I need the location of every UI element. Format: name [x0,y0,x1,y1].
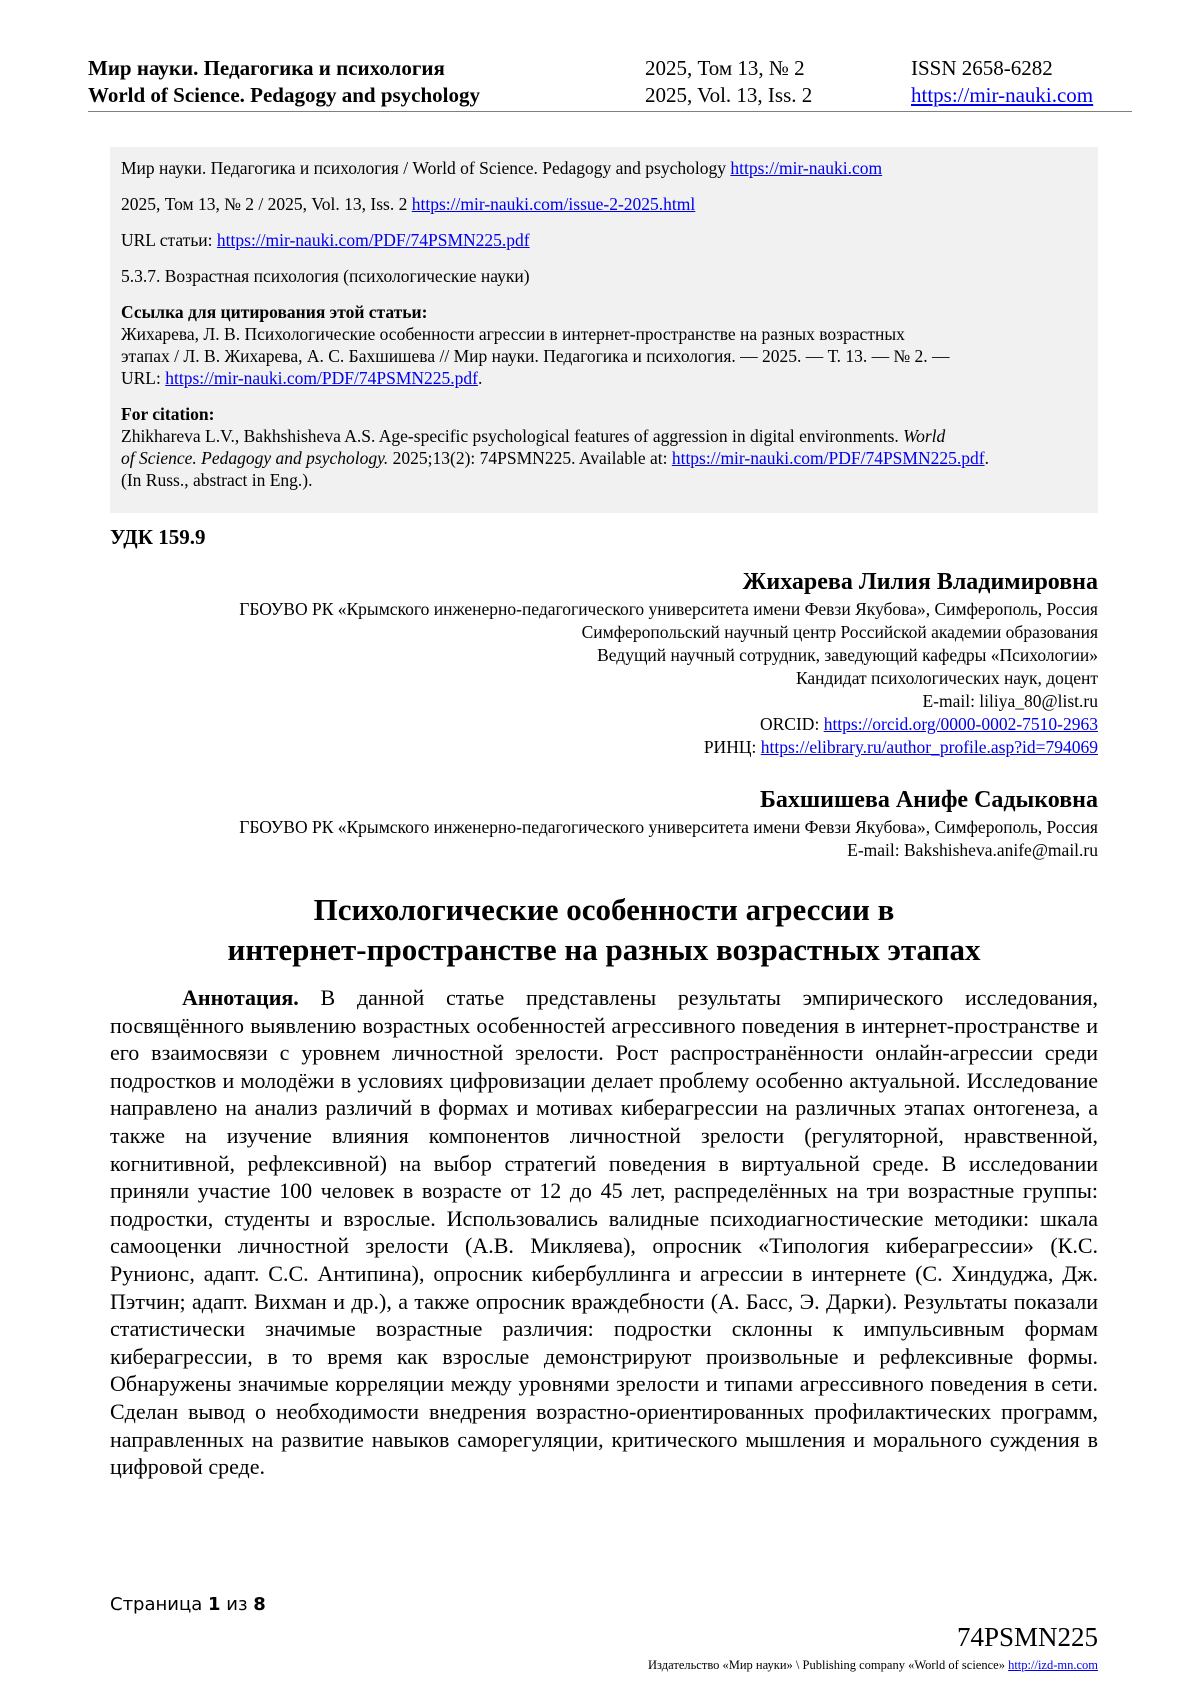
cite-ru-heading: Ссылка для цитирования этой статьи: [121,302,428,322]
running-header [88,55,1132,112]
author1-email: E-mail: liliya_80@list.ru [922,691,1098,711]
title-line2: интернет-пространстве на разных возрастных этапах [227,932,981,967]
author1-name: Жихарева Лилия Владимировна [742,569,1098,595]
cite-en-link[interactable]: https://mir-nauki.com/PDF/74PSMN225.pdf [671,448,985,468]
journal-link[interactable]: https://mir-nauki.com [730,158,883,178]
cite-ru-line1: Жихарева, Л. В. Психологические особенности агрессии в интернет-пространстве на разных возрастных [121,324,905,344]
author2-block [239,784,1098,862]
author2-name: Бахшишева Анифе Садыковна [760,787,1098,813]
article-title [110,890,1098,970]
author1-block [239,566,1098,759]
cite-ru-line2: этапах / Л. В. Жихарева, А. С. Бахшишева // Мир науки. Педагогика и психология. — 2025. — Т. 13. — № 2. — [121,346,950,366]
author1-position: Ведущий научный сотрудник, заведующий кафедры «Психологии» [597,645,1098,665]
author1-rinc: РИНЦ: https://elibrary.ru/author_profile.asp?id=794069 [703,737,1098,757]
article-url-line: URL статьи: https://mir-nauki.com/PDF/74PSMN225.pdf [121,230,530,250]
issue-ru: 2025, Том 13, № 2 [645,56,805,80]
author2-email: E-mail: Bakshisheva.anife@mail.ru [847,840,1098,860]
journal-title-ru: Мир науки. Педагогика и психология [88,56,445,80]
cite-en-text: Zhikhareva L.V., Bakhshisheva A.S. Age-specific psychological features of aggression in digital environments. World of Science. Pedagogy and psychology. 2025;13(2): 74PSMN225. Available at: https://mir-nauki.com/PDF/74PSMN225.pdf. [121,426,989,468]
author1-degree: Кандидат психологических наук, доцент [795,668,1098,688]
citation-info-box [110,147,1098,513]
issue-info [645,55,812,109]
author1-affiliation: ГБОУВО РК «Крымского инженерно-педагогического университета имени Февзи Якубова», Симферополь, Россия [239,599,1098,619]
page-number: Страница 1 из 8 [110,1594,266,1615]
author2-affiliation: ГБОУВО РК «Крымского инженерно-педагогического университета имени Февзи Якубова», Симферополь, Россия [239,817,1098,837]
author1-center: Симферопольский научный центр Российской академии образования [581,622,1098,642]
abstract [110,984,1098,1481]
title-line1: Психологические особенности агрессии в [313,892,895,927]
abstract-lead: Аннотация. [182,985,299,1010]
issn-block [911,55,1093,109]
publisher-line: Издательство «Мир науки» \ Publishing company «World of science» http://izd-mn.com [648,1658,1098,1672]
orcid-link[interactable]: https://orcid.org/0000-0002-7510-2963 [823,714,1098,734]
article-link[interactable]: https://mir-nauki.com/PDF/74PSMN225.pdf [216,230,530,250]
author1-orcid: ORCID: https://orcid.org/0000-0002-7510-2963 [760,714,1098,734]
abstract-text: В данной статье представлены результаты эмпирического исследования, посвящённого выявлению возрастных особенностей агрессивного поведения в интернет-пространстве и его взаимосвязи с уровнем личностной зрелости. Рост распространённости онлайн-агрессии среди подростков и молодёжи в условиях цифровизации делает проблему особенно актуальной. Исследование направлено на анализ различий в формах и мотивах киберагрессии на различных этапах онтогенеза, а также на изучение влияния компонентов личностной зрелости (регуляторной, нравственной, когнитивной, рефлексивной) на выбор стратегий поведения в виртуальной среде. В исследовании приняли участие 100 человек в возрасте от 12 до 45 лет, распределённых на три возрастные группы: подростки, студенты и взрослые. Использовались валидные психодиагностические методики: шкала самооценки личностной зрелости (А.В. Микляева), опросник «Типология киберагрессии» (К.С. Руниoнс, адапт. С.С. Антипина), опросник кибербуллинга и агрессии в интернете (С. Хиндуджа, Дж. Пэтчин; адапт. Вихман и др.), а также опросник враждебности (А. Басс, Э. Дарки). Результаты показали статистически значимые возрастные различия: подростки склонны к импульсивным формам киберагрессии, в то время как взрослые демонстрируют произвольные и рефлексивные формы. Обнаружены значимые корреляции между уровнями зрелости и типами агрессивного поведения в сети. Сделан вывод о необходимости внедрения возрастно-ориентированных профилактических программ, направленных на развитие навыков саморегуляции, критического мышления и морального суждения в цифровой среде. [110,985,1099,1480]
site-link[interactable]: https://mir-nauki.com [911,83,1094,107]
cite-ru-line3: URL: https://mir-nauki.com/PDF/74PSMN225.pdf. [121,368,483,388]
cite-ru-link[interactable]: https://mir-nauki.com/PDF/74PSMN225.pdf [165,368,478,388]
issue-line: 2025, Том 13, № 2 / 2025, Vol. 13, Iss. 2 https://mir-nauki.com/issue-2-2025.html [121,194,696,214]
article-code: 74PSMN225 [956,1622,1098,1652]
udc-code: УДК 159.9 [110,525,206,549]
rinc-link[interactable]: https://elibrary.ru/author_profile.asp?id=794069 [760,737,1098,757]
issue-en: 2025, Vol. 13, Iss. 2 [645,83,813,107]
publisher-link[interactable]: http://izd-mn.com [1008,1658,1098,1672]
issue-link[interactable]: https://mir-nauki.com/issue-2-2025.html [411,194,696,214]
cite-en-heading: For citation: [121,404,215,424]
issn: ISSN 2658-6282 [911,56,1053,80]
cite-en-note: (In Russ., abstract in Eng.). [121,470,313,490]
journal-title-en: World of Science. Pedagogy and psychology [88,83,481,107]
journal-line: Мир науки. Педагогика и психология / World of Science. Pedagogy and psychology https://mir-nauki.com [121,158,883,178]
journal-title [88,55,480,109]
specialty-line: 5.3.7. Возрастная психология (психологические науки) [121,266,530,286]
